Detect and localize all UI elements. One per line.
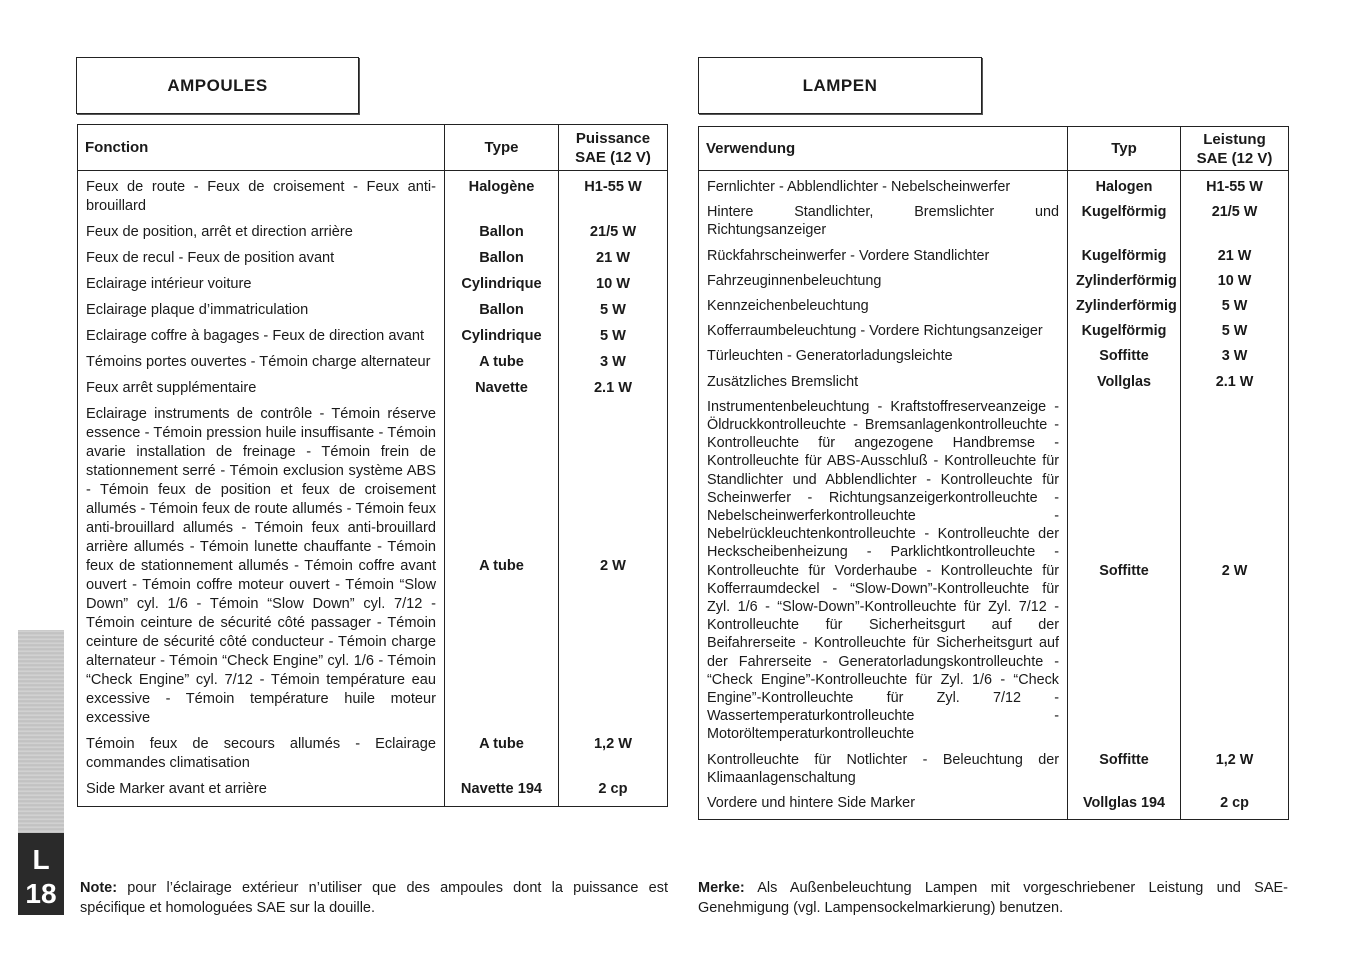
lampen-table: [698, 126, 1289, 820]
cell-type: Navette 194: [445, 777, 559, 807]
cell-typ: Soffitte: [1068, 748, 1181, 791]
header-verwendung: Verwendung: [699, 127, 1068, 171]
table-row: [699, 294, 1289, 319]
table-row: [78, 298, 668, 324]
cell-fonction: Side Marker avant et arrière: [78, 777, 445, 807]
cell-verwendung: Fahrzeuginnenbeleuchtung: [699, 269, 1068, 294]
cell-fonction: Eclairage instruments de contrôle - Témoin réserve essence - Témoin pression huile insuffisante - Témoin avarie installation de freinage - Témoin frein de stationnement serré - Témoin exclusion système ABS - Témoin feux de position et feux de croisement allumés - Témoin feux de route allumés - Témoin feux anti-brouillard allumés - Témoin feux anti-brouillard arrière allumés - Témoin lunette chauffante - Témoin feux de stationnement allumés - Témoin coffre avant ouvert - Témoin coffre moteur ouvert - Témoin “Slow Down” cyl. 1/6 - Témoin “Slow Down” cyl. 7/12 - Témoin ceinture de sécurité côté passager - Témoin ceinture de sécurité côté conducteur - Témoin charge alternateur - Témoin “Check Engine” cyl. 1/6 - Témoin “Check Engine” cyl. 7/12 - Témoin température eau excessive - Témoin température huile moteur excessive: [78, 402, 445, 732]
table-row: [78, 220, 668, 246]
cell-verwendung: Rückfahrscheinwerfer - Vordere Standlichter: [699, 244, 1068, 269]
table-row: [699, 319, 1289, 344]
cell-typ: Kugelförmig: [1068, 319, 1181, 344]
table-row: [78, 171, 668, 221]
cell-leistung: 3 W: [1181, 344, 1289, 369]
ampoules-table: [77, 124, 668, 807]
cell-type: A tube: [445, 402, 559, 732]
cell-leistung: 21 W: [1181, 244, 1289, 269]
cell-verwendung: Instrumentenbeleuchtung - Kraftstoffreserveanzeige - Öldruckkontrolleuchte - Bremsanlagenkontrolleuchte - Kontrolleuchte für angezogene Handbremse - Kontrolleuchte für ABS-Ausschluß - Kontrolleuchte für Standlichter und Abblendlichter - Kontrolleuchte für Scheinwerfer - Richtungsanzeigerkontrolleuchte - Nebelscheinwerferkontrolleuchte - Nebelrückleuchtenkontrolleuchte - Kontrolleuchte der Heckscheibenheizung - Parklichtkontrolleuchte - Kontrolleuchte für Vorderhaube - Kontrolleuchte für Kofferraumdeckel - “Slow-Down”-Kontrolleuchte für Zyl. 1/6 - “Slow-Down”-Kontrolleuchte für Zyl. 7/12 - Kontrolleuchte für Sicherheitsgurt auf der Beifahrerseite - Kontrolleuchte für Sicherheitsgurt auf der Fahrerseite - Generatorladungskontrolleuchte - “Check Engine”-Kontrolleuchte für Zyl. 1/6 - “Check Engine”-Kontrolleuchte für Zyl. 7/12 - Wassertemperaturkontrolleuchte - Motoröltemperaturkontrolleuchte: [699, 395, 1068, 748]
table-row: [699, 395, 1289, 748]
cell-typ: Soffitte: [1068, 395, 1181, 748]
cell-puissance: 2 W: [559, 402, 668, 732]
cell-type: Cylindrique: [445, 272, 559, 298]
cell-verwendung: Kofferraumbeleuchtung - Vordere Richtungsanzeiger: [699, 319, 1068, 344]
cell-fonction: Feux de position, arrêt et direction arrière: [78, 220, 445, 246]
cell-typ: Kugelförmig: [1068, 244, 1181, 269]
table-row: [699, 171, 1289, 201]
table-row: [78, 777, 668, 807]
cell-fonction: Témoins portes ouvertes - Témoin charge alternateur: [78, 350, 445, 376]
cell-fonction: Feux de route - Feux de croisement - Feux anti-brouillard: [78, 171, 445, 221]
cell-puissance: 2 cp: [559, 777, 668, 807]
cell-puissance: 5 W: [559, 324, 668, 350]
cell-typ: Vollglas 194: [1068, 791, 1181, 820]
cell-fonction: Feux arrêt supplémentaire: [78, 376, 445, 402]
header-type: Type: [445, 125, 559, 171]
table-row: [78, 272, 668, 298]
cell-type: Navette: [445, 376, 559, 402]
cell-leistung: 2.1 W: [1181, 370, 1289, 395]
cell-type: A tube: [445, 350, 559, 376]
cell-verwendung: Hintere Standlichter, Bremslichter und Richtungsanzeiger: [699, 200, 1068, 243]
cell-type: Ballon: [445, 246, 559, 272]
cell-typ: Zylinderförmig: [1068, 294, 1181, 319]
cell-type: Halogène: [445, 171, 559, 221]
cell-typ: Zylinderförmig: [1068, 269, 1181, 294]
header-puissance: Puissance SAE (12 V): [559, 125, 668, 171]
cell-type: Ballon: [445, 220, 559, 246]
table-row: [78, 350, 668, 376]
cell-type: Ballon: [445, 298, 559, 324]
page-number: 18: [25, 878, 57, 909]
note-text: Als Außenbeleuchtung Lampen mit vorgeschriebener Leistung und SAE-Genehmigung (vgl. Lampensockelmarkierung) benutzen.: [698, 880, 1288, 916]
cell-puissance: 5 W: [559, 298, 668, 324]
table-row: [699, 244, 1289, 269]
cell-verwendung: Kontrolleuchte für Notlichter - Beleuchtung der Klimaanlagenschaltung: [699, 748, 1068, 791]
cell-fonction: Feux de recul - Feux de position avant: [78, 246, 445, 272]
cell-typ: Soffitte: [1068, 344, 1181, 369]
cell-leistung: 1,2 W: [1181, 748, 1289, 791]
cell-verwendung: Fernlichter - Abblendlichter - Nebelscheinwerfer: [699, 171, 1068, 201]
table-row: [78, 732, 668, 777]
table-row: [699, 748, 1289, 791]
cell-puissance: H1-55 W: [559, 171, 668, 221]
cell-leistung: 2 W: [1181, 395, 1289, 748]
cell-typ: Vollglas: [1068, 370, 1181, 395]
cell-leistung: 10 W: [1181, 269, 1289, 294]
cell-puissance: 2.1 W: [559, 376, 668, 402]
table-row: [699, 370, 1289, 395]
cell-verwendung: Türleuchten - Generatorladungsleichte: [699, 344, 1068, 369]
table-row: [78, 376, 668, 402]
cell-leistung: 5 W: [1181, 319, 1289, 344]
cell-fonction: Eclairage coffre à bagages - Feux de direction avant: [78, 324, 445, 350]
lampen-note: [698, 878, 1288, 918]
ampoules-title: AMPOULES: [76, 57, 359, 114]
note-text: pour l’éclairage extérieur n’utiliser que des ampoules dont la puissance est spécifique et homologuées SAE sur la douille.: [80, 880, 668, 916]
cell-leistung: H1-55 W: [1181, 171, 1289, 201]
table-row: [699, 791, 1289, 820]
cell-verwendung: Kennzeichenbeleuchtung: [699, 294, 1068, 319]
cell-fonction: Eclairage intérieur voiture: [78, 272, 445, 298]
header-typ: Typ: [1068, 127, 1181, 171]
note-label: Merke:: [698, 880, 745, 896]
lampen-title: LAMPEN: [698, 57, 982, 114]
table-row: [699, 269, 1289, 294]
header-leistung: Leistung SAE (12 V): [1181, 127, 1289, 171]
section-letter: L: [32, 844, 50, 875]
section-tab: [18, 630, 64, 915]
table-row: [78, 246, 668, 272]
table-row: [78, 402, 668, 732]
cell-leistung: 2 cp: [1181, 791, 1289, 820]
header-fonction: Fonction: [78, 125, 445, 171]
cell-puissance: 21 W: [559, 246, 668, 272]
ampoules-note: [80, 878, 668, 918]
note-label: Note:: [80, 880, 118, 896]
cell-verwendung: Vordere und hintere Side Marker: [699, 791, 1068, 820]
cell-puissance: 3 W: [559, 350, 668, 376]
cell-puissance: 10 W: [559, 272, 668, 298]
cell-typ: Kugelförmig: [1068, 200, 1181, 243]
cell-typ: Halogen: [1068, 171, 1181, 201]
table-row: [699, 344, 1289, 369]
table-row: [699, 200, 1289, 243]
cell-verwendung: Zusätzliches Bremslicht: [699, 370, 1068, 395]
cell-type: A tube: [445, 732, 559, 777]
cell-leistung: 5 W: [1181, 294, 1289, 319]
table-header-row: [78, 125, 668, 171]
table-row: [78, 324, 668, 350]
cell-puissance: 21/5 W: [559, 220, 668, 246]
cell-fonction: Témoin feux de secours allumés - Eclairage commandes climatisation: [78, 732, 445, 777]
cell-puissance: 1,2 W: [559, 732, 668, 777]
cell-leistung: 21/5 W: [1181, 200, 1289, 243]
cell-fonction: Eclairage plaque d’immatriculation: [78, 298, 445, 324]
cell-type: Cylindrique: [445, 324, 559, 350]
table-header-row: [699, 127, 1289, 171]
